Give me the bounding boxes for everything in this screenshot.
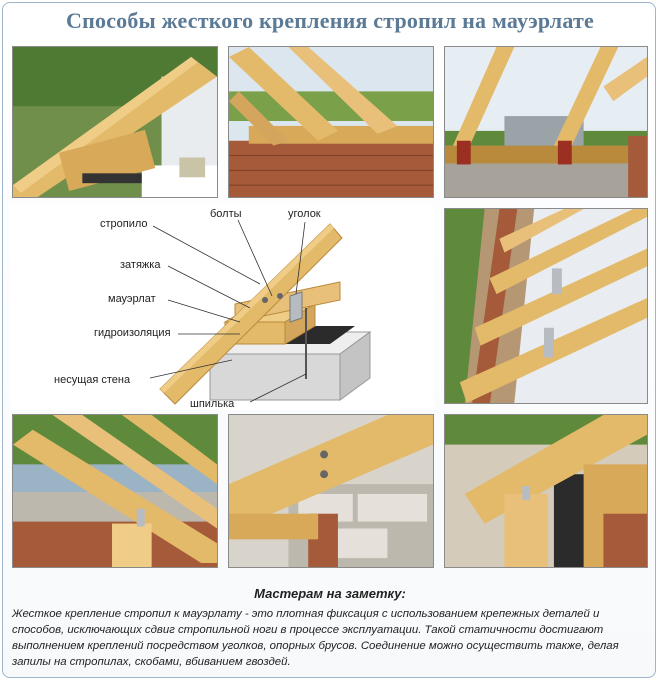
label-corner: уголок bbox=[288, 208, 321, 220]
note-heading: Мастерам на заметку: bbox=[254, 586, 406, 601]
page-title: Способы жесткого крепления стропил на мауэрлате bbox=[66, 8, 594, 33]
label-waterproofing: гидроизоляция bbox=[94, 327, 171, 339]
label-tie: затяжка bbox=[120, 259, 161, 271]
photo-rafters-row bbox=[444, 208, 648, 404]
rafter-fastening-diagram bbox=[10, 204, 434, 410]
photo-bottom-2 bbox=[228, 414, 434, 568]
label-stud: шпилька bbox=[190, 398, 235, 410]
note-body: Жесткое крепление стропил к мауэрлату - это плотная фиксация с использованием крепежных деталей и способов, исключающих сдвиг стропильной ноги в процессе эксплуатации. Такой статичности достигают выполнением креплений посредством уголков, опорных брусов. Соединение можно осуществить также, делая запилы на стропилах, скобами, вбиванием гвоздей. bbox=[12, 608, 619, 668]
photo-rafter-on-mauerlat-3 bbox=[444, 46, 648, 198]
photo-bottom-3 bbox=[444, 414, 648, 568]
photo-bottom-1 bbox=[12, 414, 218, 568]
photo-rafter-on-mauerlat-2 bbox=[228, 46, 434, 198]
label-mauerlat: мауэрлат bbox=[108, 293, 156, 305]
label-bearing-wall: несущая стена bbox=[54, 374, 131, 386]
label-bolts: болты bbox=[210, 208, 242, 220]
photo-rafter-on-mauerlat-1 bbox=[12, 46, 218, 198]
label-rafter: стропило bbox=[100, 218, 148, 230]
